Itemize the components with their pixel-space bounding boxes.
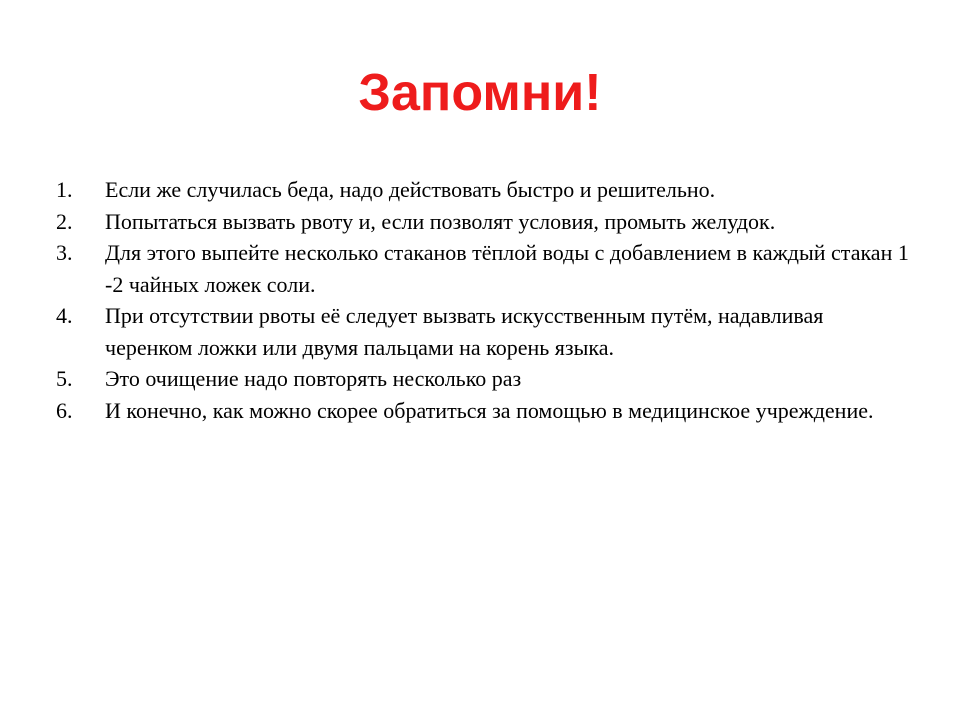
item-number: 4. (56, 303, 73, 328)
list-item (56, 206, 916, 238)
item-text: Для этого выпейте несколько стаканов тёплой воды с добавлением в каждый стакан 1 -2 чайных ложек соли. (105, 240, 909, 297)
item-text: Если же случилась беда, надо действовать быстро и решительно. (105, 177, 716, 202)
item-number: 5. (56, 366, 73, 391)
item-text: При отсутствии рвоты её следует вызвать искусственным путём, надавливая черенком ложки или двумя пальцами на корень языка. (105, 303, 824, 360)
list-item (56, 363, 916, 395)
list-item (56, 237, 916, 300)
list-item (56, 300, 916, 363)
item-text: Это очищение надо повторять несколько раз (105, 366, 522, 391)
list-item (56, 174, 916, 206)
slide-title: Запомни! (358, 64, 602, 122)
item-text: Попытаться вызвать рвоту и, если позволят условия, промыть желудок. (105, 208, 776, 234)
item-number: 3. (56, 240, 73, 265)
list-item (56, 395, 916, 427)
item-number: 6. (56, 397, 73, 423)
item-number: 2. (56, 208, 73, 234)
item-text: И конечно, как можно скорее обратиться за помощью в медицинское учреждение. (105, 397, 874, 423)
instruction-list (56, 174, 916, 426)
item-number: 1. (56, 177, 73, 202)
